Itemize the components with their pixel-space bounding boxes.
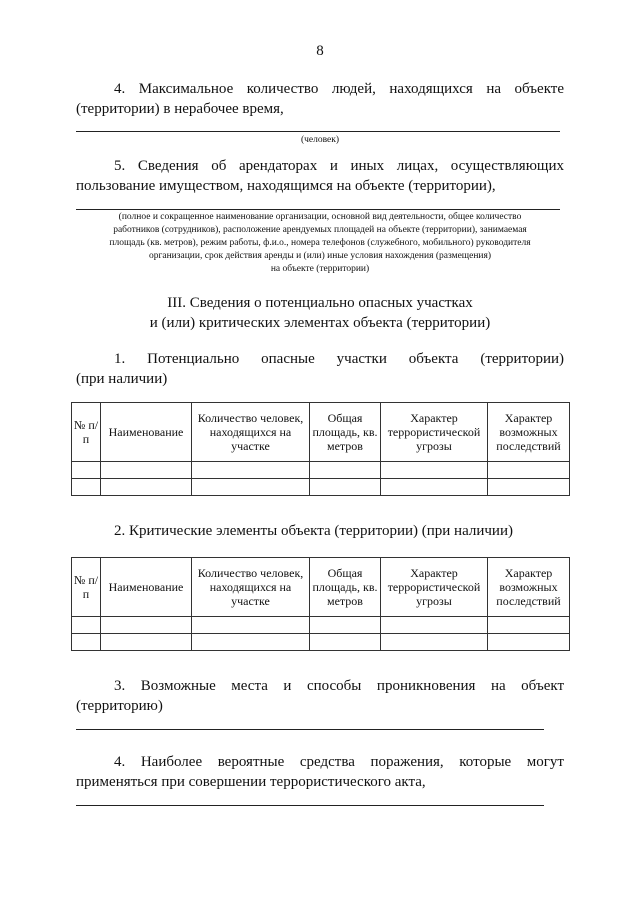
col-area-header: Общая площадь, кв. метров [310,403,381,462]
subsection3-paragraph [76,676,564,716]
table-header-row [72,558,570,617]
item5-caption-line: на объекте (территории) [270,264,370,274]
table-row [72,462,570,479]
item4-fill-line [76,131,560,132]
table-cell[interactable] [72,634,101,651]
item5-caption-line: работников (сотрудников), расположение арендуемых площадей на объекте (территории), занимаемая [113,225,527,235]
table-cell[interactable] [381,479,488,496]
table-cell[interactable] [192,479,310,496]
critical-elements-table [71,557,570,651]
table-cell[interactable] [488,479,570,496]
col-consequences-header: Характер возможных последствий [488,558,570,617]
table-cell[interactable] [381,462,488,479]
table-cell[interactable] [101,462,192,479]
subsection4-paragraph [76,752,564,792]
item4-paragraph [76,79,564,119]
item5-caption-line: площадь (кв. метров), режим работы, ф.и.о., номера телефонов (служебного, мобильного) руководителя [109,238,531,248]
table-cell[interactable] [310,479,381,496]
table-cell[interactable] [101,479,192,496]
subsection3-fill-line [76,729,544,730]
table-cell[interactable] [192,617,310,634]
page-number: 8 [316,43,324,59]
item5-caption-line: организации, срок действия аренды и (или) иные условия нахождения (размещения) [148,251,492,261]
subsection4-line1: 4. Наиболее вероятные средства поражения, которые могут [114,754,564,770]
col-people-header: Количество человек, находящихся на участке [192,403,310,462]
section3-heading [76,293,564,333]
item5-caption-line: (полное и сокращенное наименование организации, основной вид деятельности, общее количество [118,212,522,222]
subsection2-paragraph: 2. Критические элементы объекта (территории) (при наличии) [114,523,513,539]
table-cell[interactable] [310,617,381,634]
table-cell[interactable] [72,462,101,479]
col-name-header: Наименование [101,558,192,617]
item4-line1: 4. Максимальное количество людей, находящихся на объекте [114,81,564,97]
table-row [72,634,570,651]
table-cell[interactable] [72,617,101,634]
col-num-header: № п/п [72,403,101,462]
col-area-header: Общая площадь, кв. метров [310,558,381,617]
table-cell[interactable] [192,634,310,651]
subsection1-paragraph [76,349,564,389]
subsection4-line2: применяться при совершении террористического акта, [76,774,426,790]
item5-line2: пользование имуществом, находящимся на объекте (территории), [76,178,496,194]
item4-caption: (человек) [300,135,340,145]
col-people-header: Количество человек, находящихся на участке [192,558,310,617]
table-cell[interactable] [381,634,488,651]
table-cell[interactable] [72,479,101,496]
table-cell[interactable] [310,634,381,651]
table-row [72,479,570,496]
item4-line2: (территории) в нерабочее время, [76,101,284,117]
section3-heading-line1: III. Сведения о потенциально опасных участках [167,295,473,311]
table-cell[interactable] [488,634,570,651]
table-cell[interactable] [488,617,570,634]
table-cell[interactable] [101,617,192,634]
table-cell[interactable] [192,462,310,479]
item5-line1: 5. Сведения об арендаторах и иных лицах, осуществляющих [114,158,564,174]
col-threat-header: Характер террористической угрозы [381,558,488,617]
col-consequences-header: Характер возможных последствий [488,403,570,462]
subsection4-fill-line [76,805,544,806]
table-cell[interactable] [101,634,192,651]
section3-heading-line2: и (или) критических элементах объекта (территории) [149,315,491,331]
item5-paragraph [76,156,564,196]
table-row [72,617,570,634]
subsection1-line2: (при наличии) [76,371,168,387]
col-threat-header: Характер террористической угрозы [381,403,488,462]
col-name-header: Наименование [101,403,192,462]
table-header-row [72,403,570,462]
hazard-areas-table [71,402,570,496]
table-cell[interactable] [310,462,381,479]
subsection1-line1: 1. Потенциально опасные участки объекта (территории) [114,351,564,367]
subsection3-line2: (территорию) [76,698,163,714]
subsection3-line1: 3. Возможные места и способы проникновения на объект [114,678,564,694]
item5-caption [76,211,564,276]
col-num-header: № п/п [72,558,101,617]
item5-fill-line [76,209,560,210]
table-cell[interactable] [488,462,570,479]
table-cell[interactable] [381,617,488,634]
